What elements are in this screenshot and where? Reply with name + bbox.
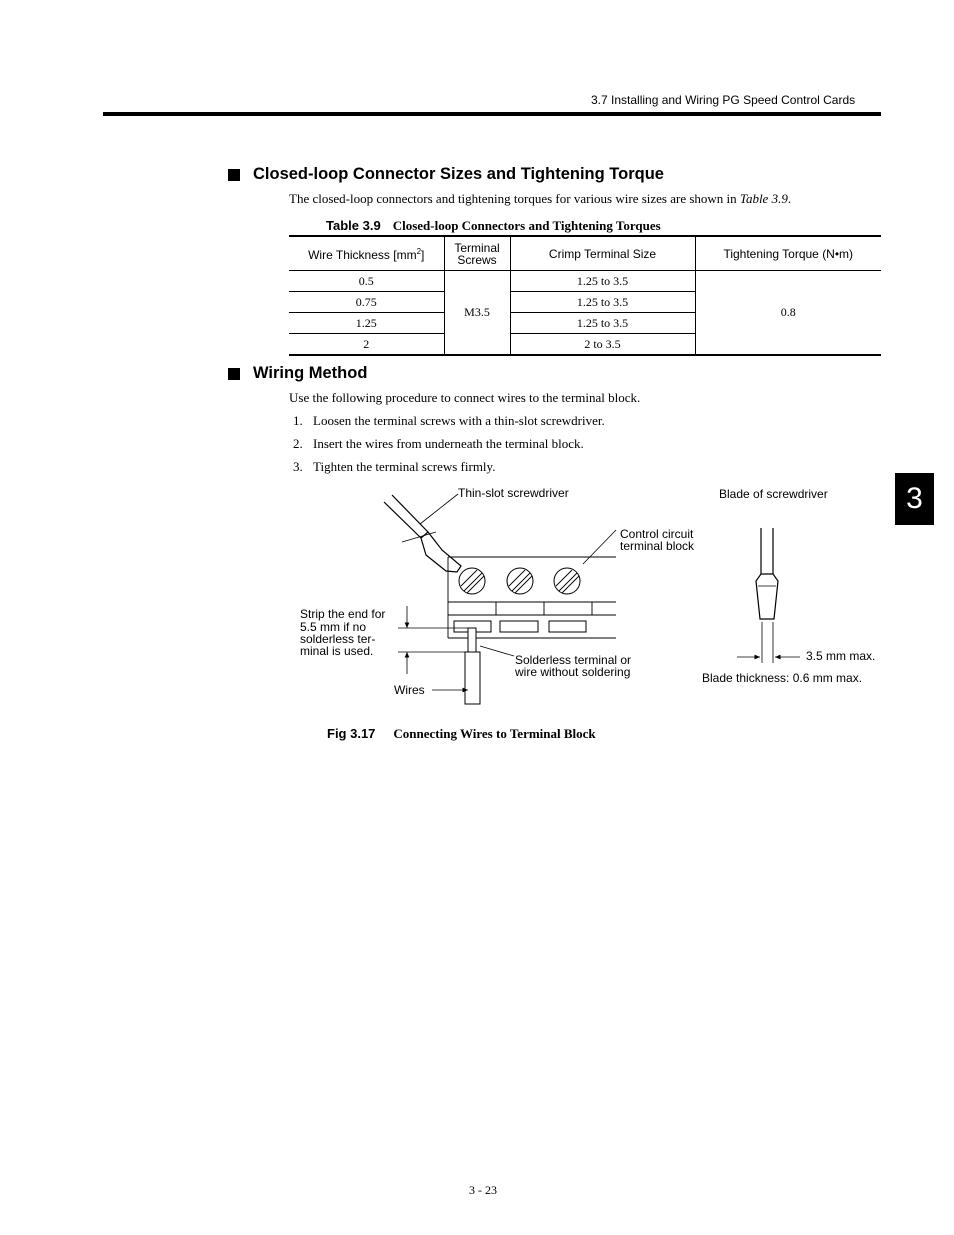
table-header-row bbox=[289, 236, 881, 271]
header-wire-thickness bbox=[289, 236, 444, 271]
running-header: 3.7 Installing and Wiring PG Speed Control Cards bbox=[591, 93, 856, 107]
intro-text: The closed-loop connectors and tightening torques for various wire sizes are shown in bbox=[289, 191, 740, 206]
intro-end: . bbox=[787, 191, 792, 206]
cell-wire: 1.25 bbox=[289, 313, 444, 334]
table-row bbox=[289, 271, 881, 292]
figure-caption bbox=[327, 726, 596, 742]
label-strip-2: 5.5 mm if no bbox=[300, 620, 367, 634]
header-wire-sup: 2 bbox=[416, 247, 422, 256]
chapter-tab: 3 bbox=[895, 473, 934, 525]
cell-crimp: 1.25 to 3.5 bbox=[510, 292, 695, 313]
header-torque: Tightening Torque (N•m) bbox=[695, 236, 881, 271]
cell-wire: 0.5 bbox=[289, 271, 444, 292]
label-solderless-1: Solderless terminal or bbox=[515, 653, 632, 667]
step-number: 2. bbox=[293, 436, 303, 451]
section-intro-wiring: Use the following procedure to connect wires to the terminal block. bbox=[289, 390, 641, 405]
header-wire-text: Wire Thickness [mm bbox=[308, 248, 417, 262]
label-solderless-2: wire without soldering bbox=[515, 665, 631, 679]
table-title: Closed-loop Connectors and Tightening Torques bbox=[392, 218, 661, 233]
cell-screws: M3.5 bbox=[444, 271, 510, 356]
leader-line bbox=[480, 646, 514, 656]
label-control-circuit: Control circuit bbox=[620, 527, 694, 541]
blade-icon bbox=[756, 528, 778, 619]
leader-line bbox=[583, 530, 616, 564]
heading-bullet-icon bbox=[228, 368, 240, 380]
page-number: 3 - 23 bbox=[469, 1183, 497, 1197]
list-item bbox=[293, 436, 584, 452]
label-strip-1: Strip the end for bbox=[300, 607, 386, 621]
terminal-block-icon bbox=[448, 557, 616, 638]
label-terminal-block: terminal block bbox=[620, 539, 695, 553]
list-item bbox=[293, 413, 605, 429]
figure-label: Fig 3.17 bbox=[327, 726, 376, 741]
table-reference: Table 3.9 bbox=[739, 191, 788, 206]
label-strip-4: minal is used. bbox=[300, 644, 374, 658]
list-item bbox=[293, 459, 495, 475]
header-wire-end: ] bbox=[421, 248, 425, 262]
cell-torque: 0.8 bbox=[695, 271, 881, 356]
table-caption bbox=[326, 218, 661, 234]
section-heading-connectors: Closed-loop Connector Sizes and Tightening Torque bbox=[253, 165, 664, 183]
blade-width-dimension bbox=[737, 622, 800, 663]
label-blade-thickness: Blade thickness: 0.6 mm max. bbox=[702, 671, 863, 685]
step-number: 1. bbox=[293, 413, 303, 428]
header-screws-line1: Terminal bbox=[454, 240, 500, 255]
label-wires: Wires bbox=[394, 683, 425, 697]
cell-crimp: 1.25 to 3.5 bbox=[510, 313, 695, 334]
header-terminal-screws bbox=[444, 236, 510, 271]
step-text: Insert the wires from underneath the terminal block. bbox=[313, 436, 584, 451]
cell-wire: 0.75 bbox=[289, 292, 444, 313]
step-number: 3. bbox=[293, 459, 303, 474]
cell-crimp: 1.25 to 3.5 bbox=[510, 271, 695, 292]
heading-bullet-icon bbox=[228, 169, 240, 181]
header-rule bbox=[103, 112, 881, 116]
step-text: Tighten the terminal screws firmly. bbox=[313, 459, 496, 474]
leader-line bbox=[420, 494, 458, 524]
strip-dimension bbox=[398, 606, 470, 674]
label-blade-width: 3.5 mm max. bbox=[806, 649, 876, 663]
header-crimp-size: Crimp Terminal Size bbox=[510, 236, 695, 271]
section-heading-wiring: Wiring Method bbox=[253, 364, 368, 382]
torque-table bbox=[289, 235, 881, 356]
label-blade-of-screwdriver: Blade of screwdriver bbox=[719, 487, 828, 501]
cell-crimp: 2 to 3.5 bbox=[510, 334, 695, 356]
table-label: Table 3.9 bbox=[326, 218, 381, 233]
section-intro-connectors bbox=[289, 191, 791, 207]
header-screws-line2: Screws bbox=[457, 252, 497, 267]
label-strip-3: solderless ter- bbox=[300, 632, 376, 646]
cell-wire: 2 bbox=[289, 334, 444, 356]
wire-icon bbox=[465, 628, 480, 704]
label-thin-slot-screwdriver: Thin-slot screwdriver bbox=[458, 486, 569, 500]
wiring-diagram bbox=[290, 480, 890, 710]
screwdriver-icon bbox=[384, 495, 461, 572]
step-text: Loosen the terminal screws with a thin-slot screwdriver. bbox=[313, 413, 605, 428]
figure-title: Connecting Wires to Terminal Block bbox=[393, 726, 596, 741]
